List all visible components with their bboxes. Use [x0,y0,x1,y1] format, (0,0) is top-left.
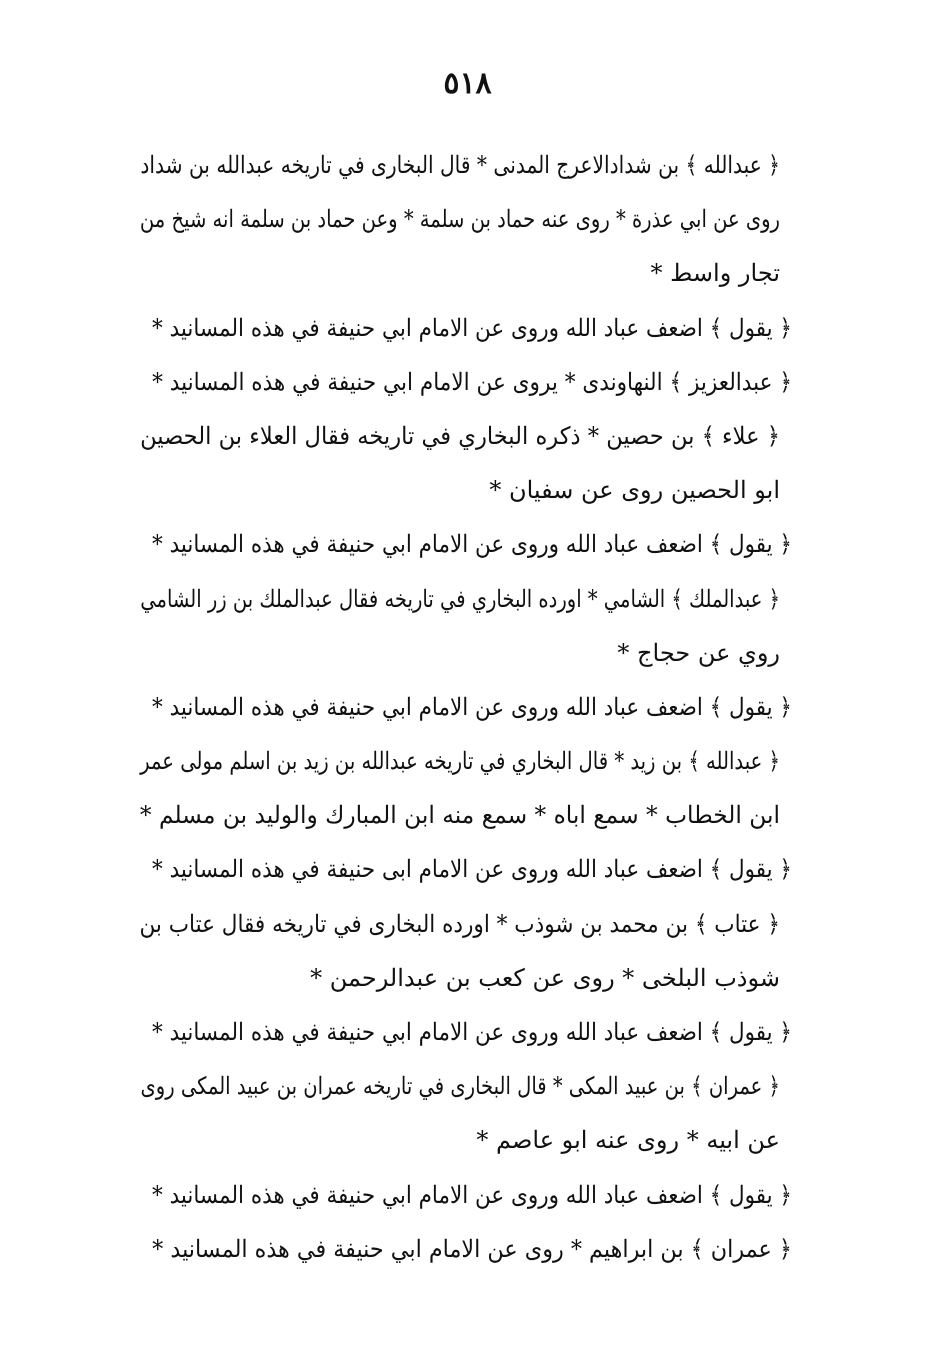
text-line: ﴿ يقول ﴾ اضعف عباد الله وروى عن الامام ابي حنيفة في هذه المسانيد * [152,530,792,559]
text-line: ﴿ عبدالعزيز ﴾ النهاوندى * يروى عن الامام ابي حنيفة في هذه المسانيد * [152,367,792,396]
text-line: ﴿ يقول ﴾ اضعف عباد الله وروى عن الامام ابي حنيفة في هذه المسانيد * [152,692,792,721]
text-line: ﴿ يقول ﴾ اضعف عباد الله وروى عن الامام ابي حنيفة في هذه المسانيد * [152,313,792,342]
text-line: ﴿ عبدالملك ﴾ الشامي * اورده البخاري في تاريخه فقال عبدالملك بن زر الشامي [140,584,780,613]
body-text [139,138,792,1276]
text-line: ﴿ عمران ﴾ بن عبيد المكى * قال البخارى في تاريخه عمران بن عبيد المكى روى [140,1072,780,1101]
page-number: ٥١٨ [443,66,492,101]
text-line: ﴿ علاء ﴾ بن حصين * ذكره البخاري في تاريخه فقال العلاء بن الحصين [140,421,780,450]
text-line: تجار واسط * [650,259,780,288]
text-line: ﴿ عبدالله ﴾ بن زيد * قال البخاري في تاريخه عبدالله بن زيد بن اسلم مولى عمر [140,747,781,776]
text-line: ابن الخطاب * سمع اباه * سمع منه ابن المبارك والوليد بن مسلم * [139,801,780,830]
text-line: ﴿ يقول ﴾ اضعف عباد الله وروى عن الامام ابى حنيفة في هذه المسانيد * [152,855,792,884]
text-line: شوذب البلخى * روى عن كعب بن عبدالرحمن * [310,963,780,992]
text-line: ابو الحصين روى عن سفيان * [489,476,780,505]
text-line: ﴿ يقول ﴾ اضعف عباد الله وروى عن الامام ابي حنيفة في هذه المسانيد * [152,1180,792,1209]
text-line: عن ابيه * روى عنه ابو عاصم * [476,1126,780,1155]
text-line: روى عن ابي عذرة * روى عنه حماد بن سلمة * وعن حماد بن سلمة انه شيخ من [139,205,780,234]
text-line: روي عن حجاج * [617,638,780,667]
text-line: ﴿ عتاب ﴾ بن محمد بن شوذب * اورده البخارى في تاريخه فقال عتاب بن [139,909,780,938]
text-line: ﴿ عبدالله ﴾ بن شدادالاعرج المدنى * قال البخارى في تاريخه عبدالله بن شداد [140,151,781,179]
text-line: ﴿ يقول ﴾ اضعف عباد الله وروى عن الامام ابي حنيفة في هذه المسانيد * [152,1018,792,1046]
text-line: ﴿ عمران ﴾ بن ابراهيم * روى عن الامام ابي حنيفة في هذه المسانيد * [152,1234,792,1263]
